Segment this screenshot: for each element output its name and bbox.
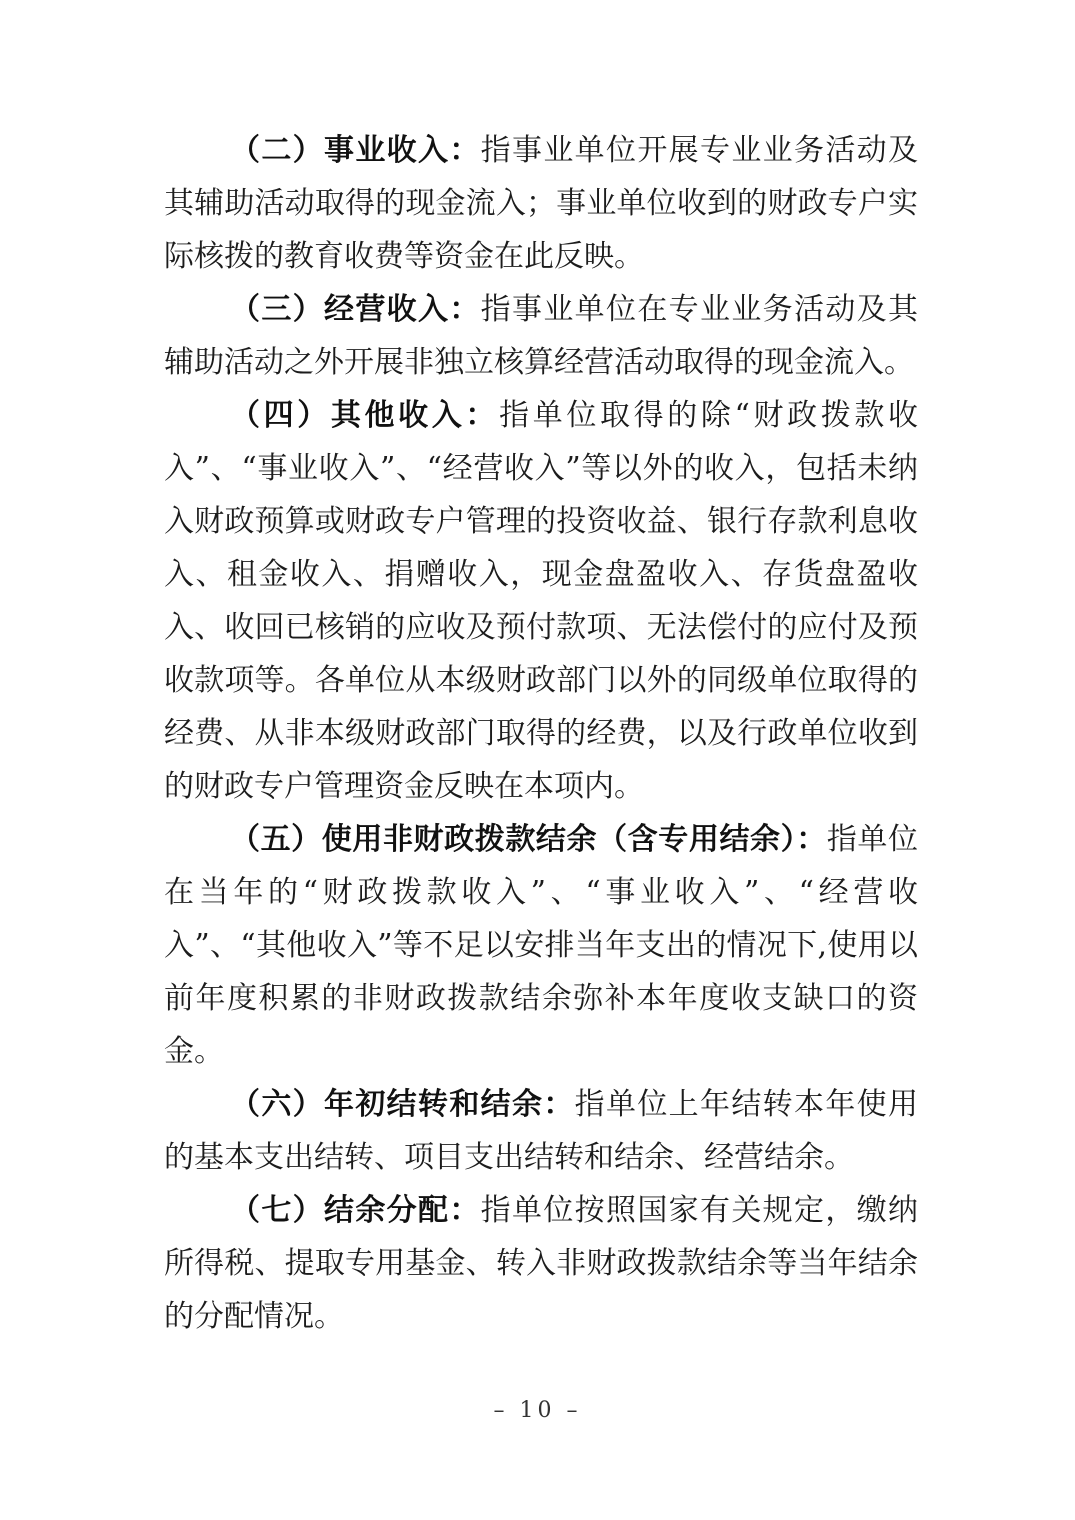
- paragraph-heading: （二）事业收入：: [230, 133, 481, 168]
- paragraph-body: 指单位取得的除“财政拨款收入”、“事业收入”、“经营收入”等以外的收入，包括未纳入财政预算或财政专户管理的投资收益、银行存款利息收入、租金收入、捐赠收入，现金盘盈收入、存货盘盈收入、收回已核销的应收及预付款项、无法偿付的应付及预收款项等。各单位从本级财政部门以外的同级单位取得的经费、从非本级财政部门取得的经费，以及行政单位收到的财政专户管理资金反映在本项内。: [164, 398, 918, 804]
- paragraph-item-7: [164, 1184, 918, 1343]
- paragraph-body: 指单位在当年的“财政拨款收入”、“事业收入”、“经营收入”、“其他收入”等不足以安排当年支出的情况下,使用以前年度积累的非财政拨款结余弥补本年度收支缺口的资金。: [164, 822, 919, 1069]
- paragraph-item-6: [164, 1078, 918, 1184]
- paragraph-item-5: [164, 813, 918, 1078]
- paragraph-item-4: [164, 389, 918, 813]
- paragraph-heading: （四）其他收入：: [230, 398, 500, 433]
- paragraph-heading: （三）经营收入：: [230, 292, 481, 327]
- page-footer: [0, 1398, 1075, 1423]
- paragraph-body: 指单位上年结转本年使用的基本支出结转、项目支出结转和结余、经营结余。: [164, 1087, 919, 1175]
- paragraph-item-3: [164, 283, 918, 389]
- paragraph-item-2: [164, 124, 918, 283]
- page-number: – 10 –: [493, 1398, 582, 1423]
- paragraph-body: 指单位按照国家有关规定，缴纳所得税、提取专用基金、转入非财政拨款结余等当年结余的分配情况。: [164, 1193, 919, 1334]
- paragraph-body: 指事业单位开展专业业务活动及其辅助活动取得的现金流入；事业单位收到的财政专户实际核拨的教育收费等资金在此反映。: [164, 133, 919, 274]
- paragraph-heading: （七）结余分配：: [230, 1193, 481, 1228]
- document-body: [164, 124, 918, 1343]
- paragraph-heading: （六）年初结转和结余：: [230, 1087, 575, 1122]
- paragraph-body: 指事业单位在专业业务活动及其辅助活动之外开展非独立核算经营活动取得的现金流入。: [164, 292, 919, 380]
- paragraph-heading: （五）使用非财政拨款结余（含专用结余）：: [230, 822, 827, 857]
